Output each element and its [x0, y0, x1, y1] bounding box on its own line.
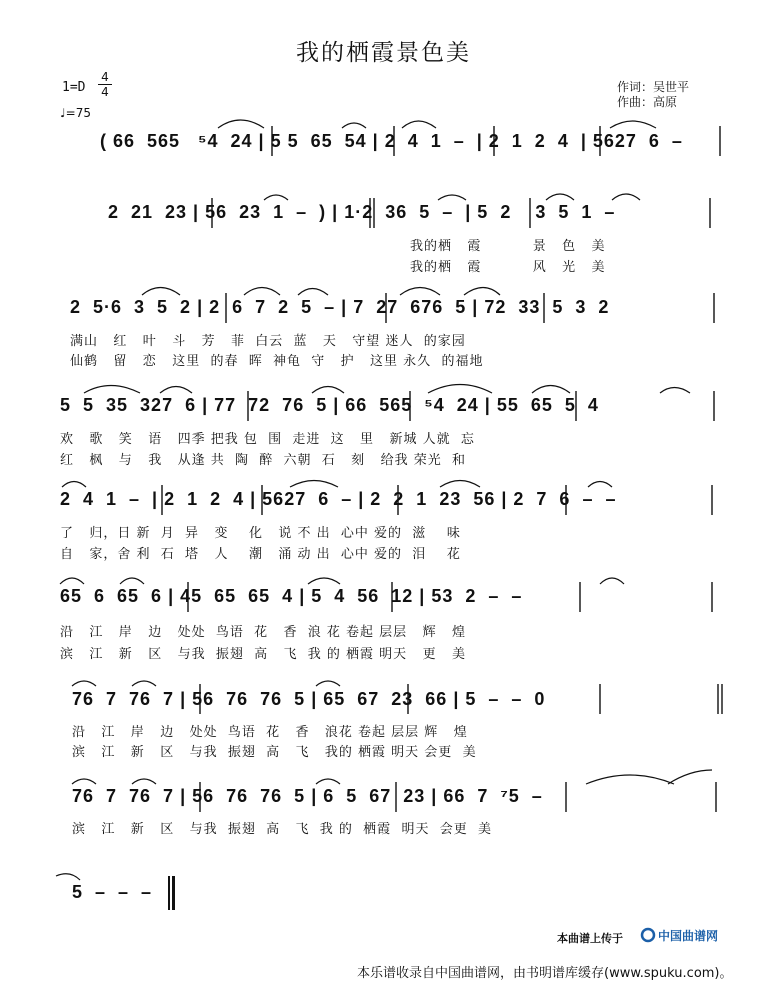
tempo-marking: [60, 106, 91, 120]
slur: [588, 482, 612, 488]
lyrics-row-3-verse-1: 满山 红 叶 斗 芳 菲 白云 蓝 天 守望 迷人 的家园: [70, 334, 466, 349]
slur: [72, 779, 96, 784]
slur: [440, 481, 480, 488]
lyrics-row-6-verse-1: 沿 江 岸 边 处处 鸟语 花 香 浪 花 卷起 层层 辉 煌: [60, 625, 466, 640]
slur: [84, 386, 140, 394]
slur: [308, 578, 340, 584]
notation-row-3: 2 5·6 3 5 2 | 2 6 7 2 5 – | 7 27 676 5 | 72 33 5 3 2: [70, 297, 610, 317]
slur: [316, 681, 340, 686]
logo-text: 中国曲谱网: [658, 929, 719, 943]
time-sig-bottom: 4: [98, 84, 112, 99]
slur: [612, 194, 640, 200]
slur: [600, 578, 624, 584]
slur: [160, 387, 192, 394]
lyrics-row-5-verse-2: 自 家，舍 利 石 塔 人 潮 涌 动 出 心中 爱的 泪 花: [60, 547, 461, 562]
lyrics-row-6-verse-2: 滨 江 新 区 与我 振翅 高 飞 我 的 栖霞 明天 更 美: [60, 647, 466, 662]
time-sig-top: 4: [101, 70, 109, 84]
slur: [72, 681, 96, 686]
slur: [438, 195, 466, 200]
lyrics-row-4-verse-2: 红 枫 与 我 从逢 共 陶 醉 六朝 石 刻 给我 荣光 和: [60, 453, 466, 468]
slur: [298, 289, 328, 296]
slur: [610, 121, 656, 128]
slur: [218, 120, 264, 128]
slur: [316, 779, 340, 784]
notation-row-9: 5 – – –: [72, 882, 153, 902]
notation-row-5: 2 4 1 – | 2 1 2 4 | 5627 6 – | 2 2 1 23 56 | 2 7 6 – –: [60, 489, 617, 509]
time-signature: [98, 70, 112, 99]
slur: [342, 123, 366, 128]
notation-row-8: 76 7 76 7 | 56 76 76 5 | 6 5 67 23 | 66 7 ⁷5 –: [72, 786, 543, 806]
slur: [60, 578, 84, 584]
slur: [586, 775, 674, 784]
notation-row-7: 76 7 76 7 | 56 76 76 5 | 65 67 23 66 | 5 – – 0: [72, 689, 546, 709]
source-footer: 本乐谱收录自中国曲谱网，由书明谱库缓存(www.spuku.com)。: [357, 966, 733, 981]
lyrics-row-2-verse-2: 我的栖 霞 风 光 美: [410, 260, 606, 275]
slur: [464, 288, 500, 296]
notation-row-4: 5 5 35 327 6 | 77 72 76 5 | 66 565 ⁵4 24 | 55 65 5 4: [60, 395, 599, 415]
credits: [617, 80, 689, 110]
lyrics-row-8-verse-1: 滨 江 新 区 与我 振翅 高 飞 我 的 栖霞 明天 会更 美: [72, 822, 492, 837]
slur: [312, 387, 344, 394]
notation-row-1: ( 66 565 ⁵4 24 | 5 5 65 54 | 2 4 1 – | 2 1 2 4 | 5627 6 –: [100, 131, 683, 151]
lyrics-row-3-verse-2: 仙鹤 留 恋 这里 的春 晖 神龟 守 护 这里 永久 的福地: [70, 354, 484, 369]
slur: [532, 386, 570, 394]
tempo-value: =75: [65, 106, 91, 120]
slur: [660, 388, 690, 394]
upload-label: 本曲谱上传于: [557, 932, 623, 945]
final-barline-thin: [168, 876, 170, 910]
slur: [400, 288, 440, 296]
slur: [62, 482, 86, 488]
quarter-note-icon: ♩: [60, 106, 66, 120]
notation-row-6: 65 6 65 6 | 45 65 65 4 | 5 4 56 12 | 53 2 – –: [60, 586, 523, 606]
slur: [668, 770, 712, 784]
song-title: 我的栖霞景色美: [296, 40, 471, 66]
lyrics-row-4-verse-1: 欢 歌 笑 语 四季 把我 包 围 走进 这 里 新城 人就 忘: [60, 432, 475, 447]
slur: [120, 578, 144, 584]
logo-icon: [640, 926, 738, 944]
composer: 作曲：高原: [617, 95, 678, 109]
slur: [244, 288, 280, 296]
slur: [428, 385, 492, 394]
slur: [142, 288, 180, 296]
lyrics-row-5-verse-1: 了 归，日 新 月 异 变 化 说 不 出 心中 爱的 滋 味: [60, 526, 461, 541]
lyrics-row-7-verse-1: 沿 江 岸 边 处处 鸟语 花 香 浪花 卷起 层层 辉 煌: [72, 725, 468, 740]
slur: [56, 874, 80, 880]
lyrics-row-2-verse-1: 我的栖 霞 景 色 美: [410, 239, 606, 254]
lyricist: 作词：吴世平: [617, 80, 690, 94]
slur: [264, 195, 288, 200]
lyrics-row-7-verse-2: 滨 江 新 区 与我 振翅 高 飞 我的 栖霞 明天 会更 美: [72, 745, 477, 760]
key-signature: 1=D: [62, 80, 86, 95]
slur: [290, 481, 338, 488]
slur: [132, 779, 156, 784]
slur: [546, 194, 574, 200]
site-logo: [640, 926, 738, 944]
slur: [132, 681, 156, 686]
slur: [402, 121, 436, 128]
notation-row-2: 2 21 23 | 56 23 1 – ) | 1·2 36 5 – | 5 2 3 5 1 –: [108, 202, 616, 222]
final-barline: [172, 876, 175, 910]
